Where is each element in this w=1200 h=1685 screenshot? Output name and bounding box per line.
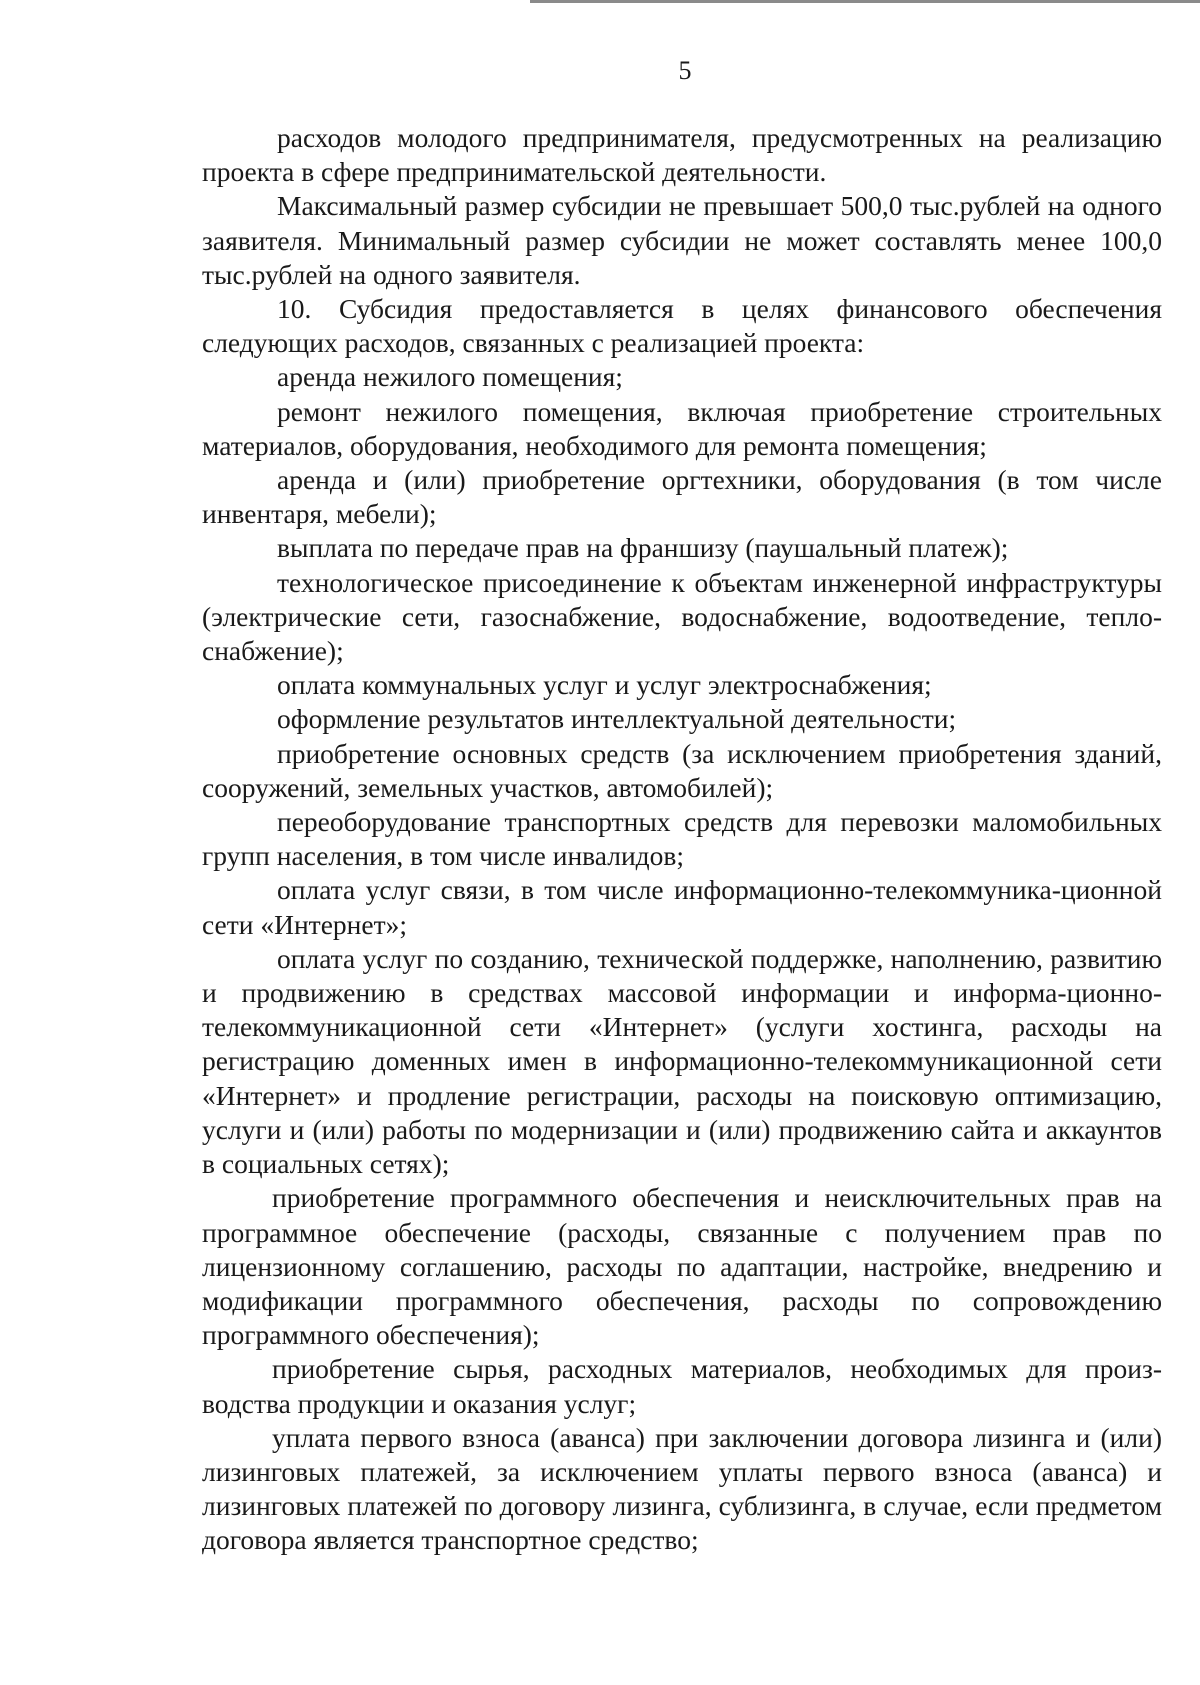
scan-edge-line	[530, 0, 1200, 3]
expense-item: переоборудование транспортных средств для перевозки маломобильных групп населения, в том числе инвалидов;	[202, 806, 1162, 872]
expense-item: оплата услуг связи, в том числе информационно-телекоммуника-ционной сети «Интернет»;	[202, 874, 1162, 940]
expense-item: аренда нежилого помещения;	[277, 361, 623, 393]
document-body	[202, 121, 1162, 1558]
expense-item: оплата услуг по созданию, технической поддержке, наполнению, развитию и продвижению в средствах массовой информации и информа-ционно-телекоммуникационной сети «Интернет» (услуги хостинга, расходы на регистрацию доменных имен в информационно-телекоммуникационной сети «Интернет» и продление регистрации, расходы на поисковую оптимизацию, услуги и (или) работы по модернизации и (или) продвижению сайта и аккаунтов в социальных сетях);	[202, 942, 1162, 1180]
paragraph-intro: расходов молодого предпринимателя, предусмотренных на реализацию проекта в сфере предпринимательской деятельности.	[202, 122, 1162, 188]
expense-item: оплата коммунальных услуг и услуг электроснабжения;	[277, 669, 932, 701]
expense-item: приобретение основных средств (за исключением приобретения зданий, сооружений, земельных участков, автомобилей);	[202, 737, 1162, 803]
expense-item: выплата по передаче прав на франшизу (паушальный платеж);	[277, 532, 1009, 564]
expense-item: аренда и (или) приобретение оргтехники, оборудования (в том числе инвентаря, мебели);	[202, 464, 1162, 530]
expense-item: оформление результатов интеллектуальной деятельности;	[277, 703, 957, 735]
expense-item: приобретение программного обеспечения и неисключительных прав на программное обеспечение (расходы, связанные с получением прав по лицензионному соглашению, расходы по адаптации, настройке, внедрению и модификации программного обеспечения, расходы по сопровождению программного обеспечения);	[202, 1182, 1162, 1351]
paragraph-max-subsidy: Максимальный размер субсидии не превышает 500,0 тыс.рублей на одного заявителя. Минимальный размер субсидии не может составлять менее 100,0 тыс.рублей на одного заявителя.	[202, 190, 1162, 290]
expense-item: технологическое присоединение к объектам инженерной инфраструктуры (электрические сети, газоснабжение, водоснабжение, водоотведение, тепло-снабжение);	[202, 566, 1162, 667]
expense-item: приобретение сырья, расходных материалов, необходимых для произ-водства продукции и оказания услуг;	[202, 1353, 1162, 1419]
paragraph-item-10: 10. Субсидия предоставляется в целях финансового обеспечения следующих расходов, связанных с реализацией проекта:	[202, 293, 1162, 359]
expense-item: уплата первого взноса (аванса) при заключении договора лизинга и (или) лизинговых платежей, за исключением уплаты первого взноса (аванса) и лизинговых платежей по договору лизинга, сублизинга, в случае, если предметом договора является транспортное средство;	[202, 1421, 1162, 1556]
page-number: 5	[678, 56, 692, 85]
expense-item: ремонт нежилого помещения, включая приобретение строительных материалов, оборудования, необходимого для ремонта помещения;	[202, 395, 1162, 461]
